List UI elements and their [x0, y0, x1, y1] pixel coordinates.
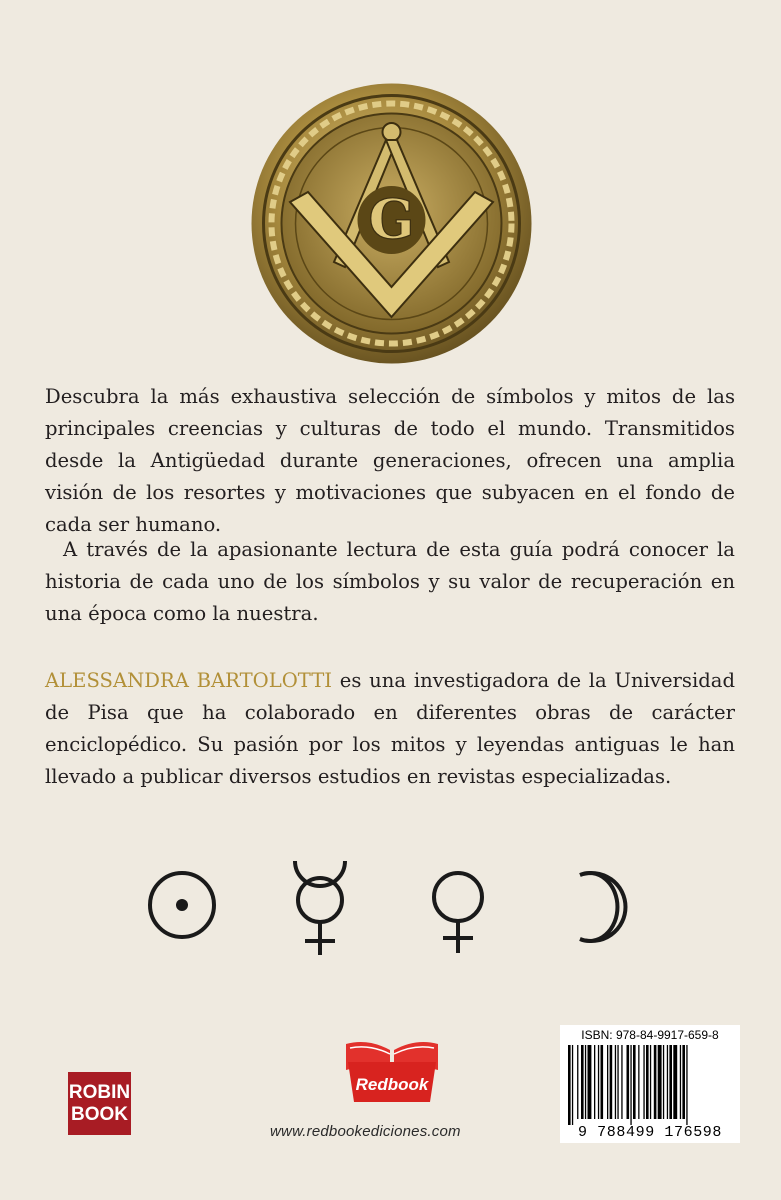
author-bio-text: es una investigadora de la Universidad de Pisa que ha colaborado en diferentes obras de carácter enciclopédico. Su pasión por los mitos y leyendas antiguas le han llevado a publicar diversos estudios en revistas especializadas.: [45, 669, 736, 788]
planetary-symbols: [140, 855, 640, 955]
barcode-digits: 9 788499 176598: [577, 1124, 723, 1141]
barcode-bar: [663, 1045, 664, 1119]
letter-g-icon: [358, 186, 426, 254]
barcode-bars: [568, 1045, 733, 1125]
moon-symbol-icon: [580, 873, 625, 941]
robin-logo-line-2: BOOK: [71, 1103, 128, 1125]
robin-book-logo: [68, 1072, 131, 1135]
barcode-bar: [680, 1045, 681, 1119]
barcode-bar: [630, 1045, 631, 1125]
robin-logo-line-1: ROBIN: [68, 1081, 131, 1103]
mercury-symbol-icon: [295, 861, 345, 955]
venus-symbol-icon: [434, 873, 482, 953]
publisher-website: www.redbookediciones.com: [270, 1123, 461, 1140]
description-paragraph-1: Descubra la más exhaustiva selección de símbolos y mitos de las principales creencias y culturas de todo el mundo. Transmitidos desde la Antigüedad durante generaciones, ofrecen una amplia visión de los resortes y motivaciones que subyacen en el fondo de cada ser humano.: [45, 385, 735, 536]
barcode-bar: [682, 1045, 685, 1119]
svg-text:Redbook: Redbook: [355, 1075, 429, 1094]
barcode-bar: [585, 1045, 586, 1119]
redbook-logo: [340, 1030, 444, 1110]
barcode-bar: [610, 1045, 613, 1119]
barcode-bar: [627, 1045, 630, 1119]
isbn-label: ISBN: 978-84-9917-659-8: [581, 1028, 719, 1042]
barcode-bar: [650, 1045, 651, 1119]
barcode-bar: [607, 1045, 608, 1119]
barcode-bar: [667, 1045, 668, 1119]
barcode-bar: [617, 1045, 618, 1119]
barcode-bar: [577, 1045, 578, 1119]
sun-symbol-icon: [150, 873, 214, 937]
author-name: ALESSANDRA BARTOLOTTI: [45, 669, 333, 692]
isbn-barcode: [560, 1025, 740, 1143]
barcode-bar: [598, 1045, 599, 1119]
barcode-bar: [633, 1045, 636, 1119]
barcode-bar: [594, 1045, 595, 1119]
barcode-bar: [646, 1045, 649, 1119]
barcode-bar: [654, 1045, 657, 1119]
barcode-bar: [673, 1045, 677, 1119]
barcode-bar: [686, 1045, 687, 1125]
barcode-bar: [572, 1045, 573, 1125]
barcode-bar: [621, 1045, 622, 1119]
barcode-bar: [669, 1045, 672, 1119]
description-paragraph-2: A través de la apasionante lectura de esta guía podrá conocer la historia de cada uno de los símbolos y su valor de recuperación en una época como la nuestra.: [45, 538, 735, 625]
barcode-bar: [615, 1045, 616, 1119]
svg-text:G: G: [368, 187, 415, 251]
barcode-bar: [643, 1045, 644, 1119]
barcode-bar: [581, 1045, 584, 1119]
masonic-emblem-image: [250, 82, 533, 365]
barcode-bar: [601, 1045, 604, 1119]
barcode-bar: [638, 1045, 639, 1119]
author-bio: [45, 665, 735, 793]
barcode-bar: [568, 1045, 571, 1125]
barcode-bar: [658, 1045, 662, 1119]
barcode-bar: [588, 1045, 592, 1119]
